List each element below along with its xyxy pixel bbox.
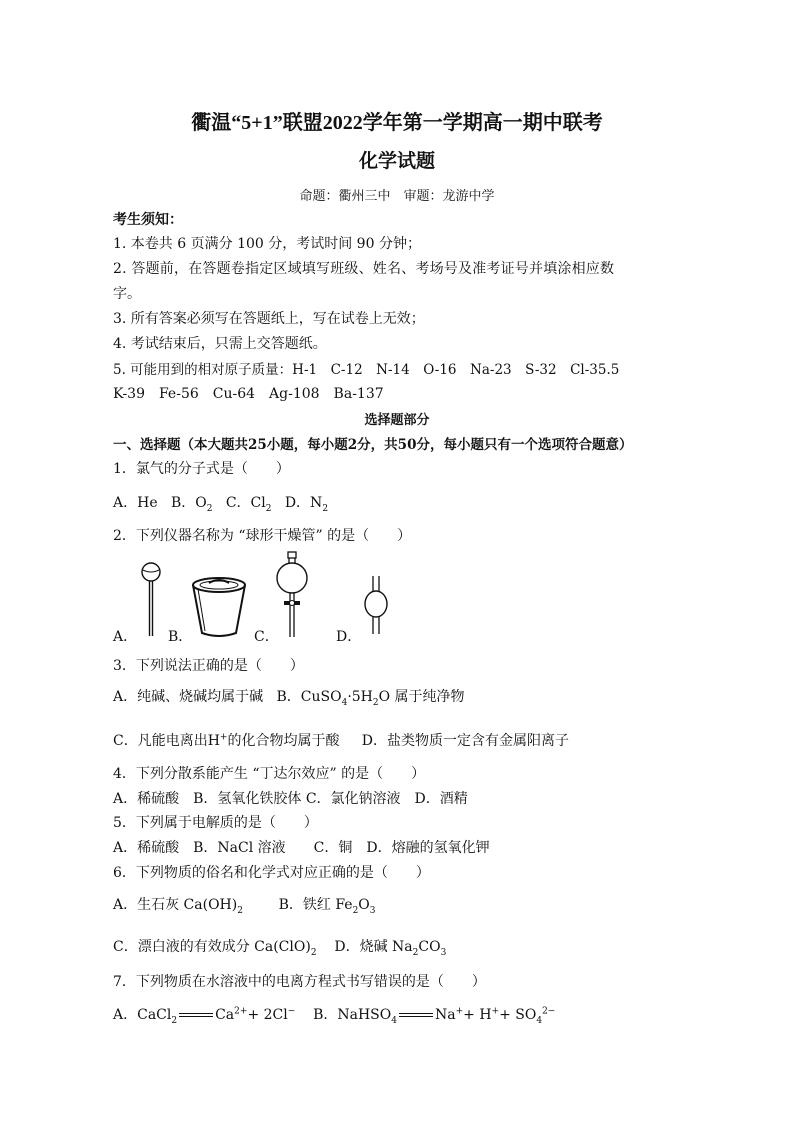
option-b: B．$CuSO_4\cdot 5H_2O$ 属于纯净物 (276, 689, 465, 708)
question-3-stem: 3．下列说法正确的是（ ） (113, 658, 304, 674)
question-5-stem: 5．下列属于电解质的是（ ） (113, 815, 318, 831)
round-bottom-tube-icon (136, 558, 166, 640)
exam-title: 衢温“5+1”联盟2022学年第一学期高一期中联考 (191, 112, 603, 134)
notice-item: 字。 (113, 286, 141, 302)
option-b: B．NaHSO$_4$ $Na^++ H^++ SO_4^{2-}$ (313, 1006, 556, 1026)
notice-item: 1. 本卷共 6 页满分 100 分，考试时间 90 分钟； (113, 236, 421, 252)
option-c: C．$Cl_2$ (225, 495, 272, 514)
question-1-options (113, 492, 328, 514)
question-2-stem: 2．下列仪器名称为 “球形干燥管” 的是（ ） (113, 528, 412, 544)
question-6-stem: 6．下列物质的俗名和化学式对应正确的是（ ） (113, 865, 430, 881)
question-7-stem: 7．下列物质在水溶液中的电离方程式书写错误的是（ ） (113, 974, 486, 990)
option-a: A．He (113, 495, 158, 511)
question-4-stem: 4．下列分散系能产生 “丁达尔效应” 的是（ ） (113, 766, 426, 782)
option-a: A．CaCl$_2$ $Ca^{2+}+ 2Cl^-$ (113, 1006, 296, 1026)
option-b: B．铁红 $Fe_2O_3$ (278, 897, 376, 916)
equation-arrow (399, 1013, 433, 1017)
separatory-funnel-icon (274, 551, 310, 641)
notice-item: K-39 Fe-56 Cu-64 Ag-108 Ba-137 (113, 386, 384, 402)
question-6-options-row1 (113, 894, 376, 916)
question-3-options-row1 (113, 686, 465, 708)
option-c: C．漂白液的有效成分 $Ca(ClO)_2$ (113, 939, 317, 958)
notice-heading: 考生须知： (113, 212, 183, 228)
option-d-label: D． (336, 629, 362, 645)
option-d: D．烧碱 $Na_2CO_3$ (334, 939, 447, 958)
question-5-options: A．稀硫酸 B．NaCl 溶液 C．铜 D．熔融的氢氧化钾 (113, 840, 490, 856)
equation-arrow (179, 1013, 213, 1017)
option-a: A．生石灰 $Ca(OH)_2$ (113, 897, 243, 916)
option-a-label: A． (113, 629, 138, 645)
drying-tube-icon (358, 574, 394, 636)
notice-item: 3. 所有答案必须写在答题纸上，写在试卷上无效； (113, 311, 425, 327)
option-c: C．凡能电离出H+的化合物均属于酸 (113, 732, 340, 749)
notice-item: 2. 答题前，在答题卷指定区域填写班级、姓名、考场号及准考证号并填涂相应数 (113, 261, 615, 277)
question-3-options-row2 (113, 730, 569, 750)
option-c-label: C． (254, 629, 279, 645)
crucible-icon (190, 575, 248, 639)
subject-title: 化学试题 (358, 151, 435, 172)
question-6-options-row2 (113, 936, 446, 958)
option-b-label: B． (168, 629, 193, 645)
section-title: 选择题部分 (364, 413, 430, 428)
question-1-stem: 1．氯气的分子式是（ ） (113, 461, 290, 477)
option-d: D．$N_2$ (284, 495, 329, 514)
option-a: A．纯碱、烧碱均属于碱 (113, 689, 264, 705)
option-b: B．$O_2$ (170, 495, 213, 514)
option-d: D．盐类物质一定含有金属阳离子 (361, 733, 569, 749)
notice-item: 5. 可能用到的相对原子质量：H-1 C-12 N-14 O-16 Na-23 S-32 Cl-35.5 (113, 362, 620, 378)
notice-item: 4. 考试结束后，只需上交答题纸。 (113, 336, 327, 352)
authors-line: 命题：衢州三中 审题：龙游中学 (299, 189, 495, 204)
section-instructions: 一、选择题（本大题共25小题，每小题2分，共50分，每小题只有一个选项符合题意） (113, 437, 633, 453)
question-7-options (113, 1004, 555, 1026)
question-4-options: A．稀硫酸 B．氢氧化铁胶体 C．氯化钠溶液 D．酒精 (113, 791, 468, 807)
